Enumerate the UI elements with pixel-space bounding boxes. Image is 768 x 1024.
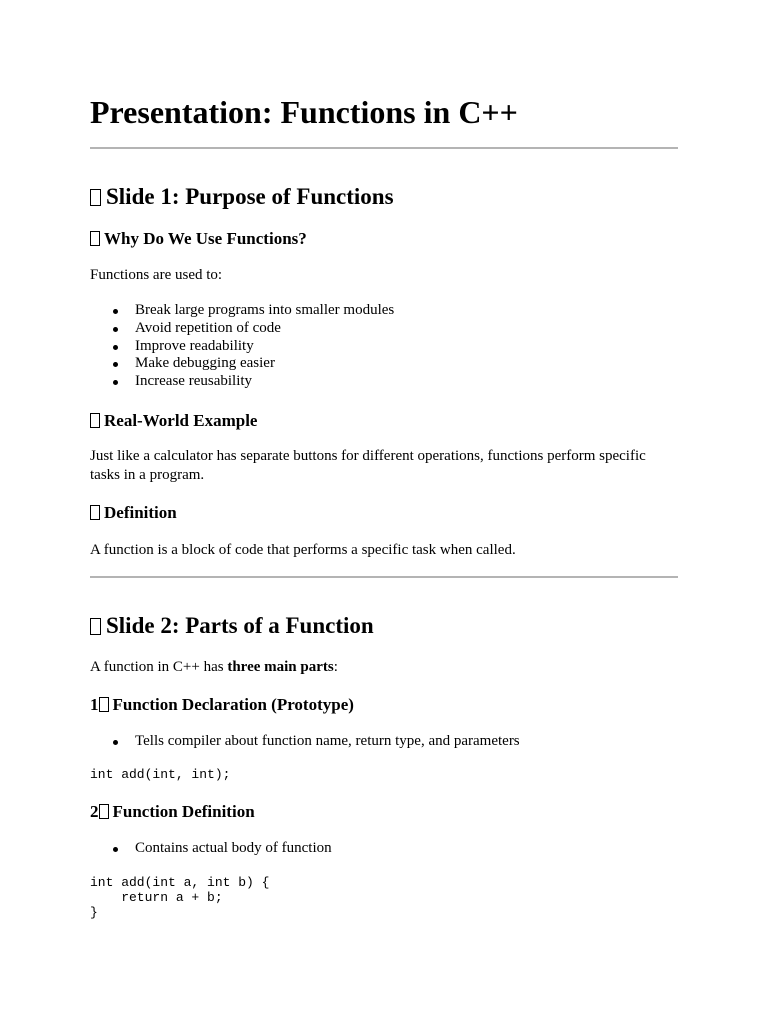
definition-heading <box>90 502 177 524</box>
slide-2-intro-end: : <box>333 659 338 675</box>
missing-glyph-icon <box>90 505 100 520</box>
why-intro: Functions are used to: <box>90 267 223 283</box>
list-item: Contains actual body of function <box>90 840 332 858</box>
example-heading-text: Real-World Example <box>104 411 258 430</box>
example-text: Just like a calculator has separate buttons for different operations, functions perform specific tasks in a program. <box>90 448 646 483</box>
slide-2-intro <box>90 658 678 677</box>
list-item: Increase reusability <box>90 373 394 391</box>
slide-2-intro-start: A function in C++ has <box>90 659 228 675</box>
list-item: Avoid repetition of code <box>90 320 394 338</box>
part-1-number: 1 <box>90 695 99 714</box>
definition-text: A function is a block of code that performs a specific task when called. <box>90 542 516 558</box>
why-list <box>90 302 394 391</box>
list-item: Break large programs into smaller modules <box>90 302 394 320</box>
slide-2-heading <box>90 612 374 640</box>
list-item: Tells compiler about function name, return type, and parameters <box>90 733 520 751</box>
missing-glyph-icon <box>90 189 101 206</box>
part-2-heading <box>90 801 255 823</box>
divider <box>90 576 678 578</box>
why-heading-text: Why Do We Use Functions? <box>104 229 307 248</box>
missing-glyph-icon <box>99 804 109 819</box>
missing-glyph-icon <box>99 697 109 712</box>
part-2-code: int add(int a, int b) { return a + b; } <box>90 875 270 920</box>
divider <box>90 147 678 149</box>
slide-1-heading <box>90 183 394 211</box>
slide-1-heading-text: Slide 1: Purpose of Functions <box>106 184 394 209</box>
slide-2-intro-bold: three main parts <box>227 659 334 675</box>
missing-glyph-icon <box>90 413 100 428</box>
slide-2-heading-text: Slide 2: Parts of a Function <box>106 613 374 638</box>
part-1-heading-text: Function Declaration (Prototype) <box>112 695 354 714</box>
list-item: Make debugging easier <box>90 355 394 373</box>
part-2-number: 2 <box>90 802 99 821</box>
missing-glyph-icon <box>90 231 100 246</box>
example-heading <box>90 410 257 432</box>
missing-glyph-icon <box>90 618 101 635</box>
part-2-heading-text: Function Definition <box>112 802 255 821</box>
list-item: Improve readability <box>90 338 394 356</box>
part-1-code: int add(int, int); <box>90 767 231 782</box>
part-1-list <box>90 733 520 751</box>
definition-heading-text: Definition <box>104 503 177 522</box>
why-heading <box>90 228 307 250</box>
part-2-list <box>90 840 332 858</box>
page-title: Presentation: Functions in C++ <box>90 94 518 130</box>
part-1-heading <box>90 694 354 716</box>
